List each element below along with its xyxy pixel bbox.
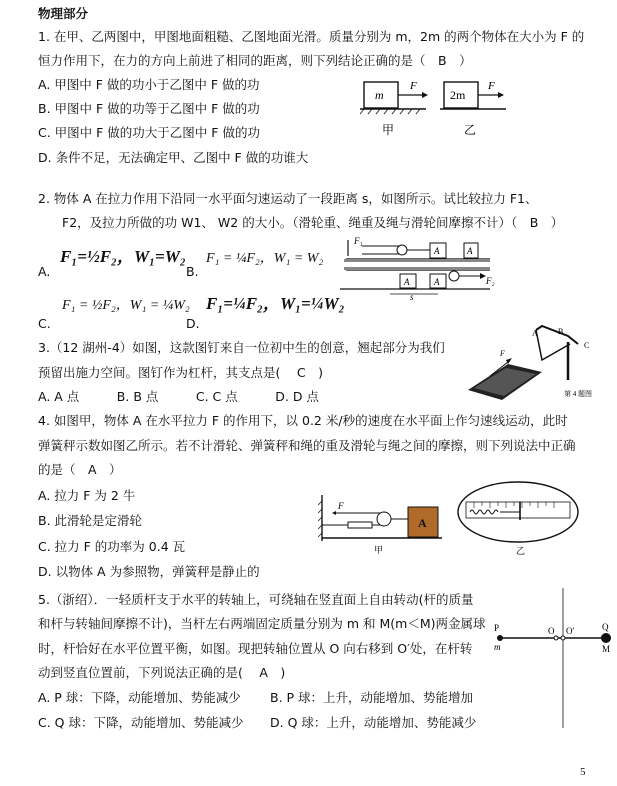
q5-option-c: C. Q 球：下降，动能增加、势能减少 — [38, 715, 244, 730]
q5-option-d: D. Q 球：上升，动能增加、势能减少 — [270, 715, 477, 730]
q4-label-yi: 乙 — [516, 546, 526, 556]
q1-force-label-1: F — [410, 80, 417, 92]
q4-stem-line2: 弹簧秤示数如图乙所示。若不计滑轮、弹簧秤和绳的重及滑轮与绳之间的摩擦，则下列说法中正确 — [38, 438, 576, 453]
q1-box-2m-label: 2m — [450, 88, 466, 102]
q2-option-a-label: A. — [38, 264, 51, 279]
q1-stem-line1: 1. 在甲、乙两图中，甲图地面粗糙、乙图地面光滑。质量分别为 m，2m 的两个物体在大小为 F 的 — [38, 29, 585, 44]
q3-caption: 第 4 题图 — [564, 390, 592, 398]
q3-label-a: A — [532, 329, 538, 338]
q2-option-d-label: D. — [186, 316, 200, 331]
q5-option-a: A. P 球：下降，动能增加、势能减少 — [38, 690, 241, 705]
q3-stem-line2: 预留出施力空间。图钉作为杠杆，其支点是( C ) — [38, 365, 323, 380]
q4-stem-line1: 4. 如图甲，物体 A 在水平拉力 F 的作用下，以 0.2 米/秒的速度在水平面上作匀速线运动，此时 — [38, 413, 568, 428]
q5-stem-line2: 和杆与转轴间摩擦不计)，当杆左右两端固定质量分别为 m 和 M(m＜M)两金属球 — [38, 616, 486, 631]
q2-formula-c: F₁ = ½F₂，W₁ = ¼W₂ — [62, 298, 190, 313]
q5-figure — [492, 588, 612, 728]
q4-box-a-label: A — [418, 516, 427, 530]
q4-option-b: B. 此滑轮是定滑轮 — [38, 513, 143, 528]
q2-option-c-label: C. — [38, 316, 51, 331]
q2-box-a-2-label: A — [467, 246, 473, 256]
q5-label-m: m — [494, 642, 501, 652]
q1-stem-line2: 恒力作用下，在力的方向上前进了相同的距离，则下列结论正确的是（ B ） — [38, 53, 472, 68]
q2-f1-label: F₁ — [354, 236, 363, 246]
q3-label-f: F — [500, 349, 505, 358]
q4-stem-line3: 的是（ A ） — [38, 462, 122, 477]
q5-stem-line4: 动到竖直位置前，下列说法正确的是( A ) — [38, 665, 286, 680]
q1-option-b: B. 甲图中 F 做的功等于乙图中 F 做的功 — [38, 101, 260, 116]
q1-figure — [360, 78, 510, 140]
q4-option-c: C. 拉力 F 的功率为 0.4 瓦 — [38, 539, 186, 554]
q5-option-b: B. P 球：上升，动能增加、势能增加 — [270, 690, 474, 705]
q1-box-m-label: m — [375, 88, 384, 102]
q1-label-yi: 乙 — [464, 123, 477, 137]
page-number: 5 — [580, 766, 586, 778]
q2-stem-line1: 2. 物体 A 在拉力作用下沿同一水平面匀速运动了一段距离 s，如图所示。试比较拉力 F1、 — [38, 191, 538, 206]
q5-ball-q — [601, 633, 611, 643]
q5-label-o-prime: O′ — [566, 626, 575, 636]
q2-box-a-4-label: A — [434, 277, 440, 287]
q2-box-a-3-label: A — [404, 277, 410, 287]
q2-figure — [340, 232, 500, 300]
q5-stem-line1: 5.（浙绍）．一轻质杆支于水平的转轴上，可绕轴在竖直面上自由转动(杆的质量 — [38, 592, 474, 607]
q2-box-a-1-label: A — [434, 246, 440, 256]
q2-s-label: s — [410, 292, 414, 300]
q1-label-jia: 甲 — [382, 123, 395, 137]
q4-pulley — [377, 512, 391, 526]
q4-figure-jia — [318, 495, 444, 555]
q2-formula-d: F₁=¼F₂，W₁=¼W₂ — [206, 294, 345, 313]
q3-options: A. A 点 B. B 点 C. C 点 D. D 点 — [38, 389, 319, 404]
q1-option-c: C. 甲图中 F 做的功大于乙图中 F 做的功 — [38, 125, 260, 140]
q2-f2-label: F₂ — [486, 276, 495, 286]
q3-label-b: B — [558, 327, 564, 336]
q5-label-big-m: M — [602, 644, 611, 654]
q4-option-d: D. 以物体 A 为参照物，弹簧秤是静止的 — [38, 564, 260, 579]
q3-figure — [460, 320, 600, 402]
q1-option-a: A. 甲图中 F 做的功小于乙图中 F 做的功 — [38, 77, 260, 92]
q5-label-o: O — [548, 626, 555, 636]
q5-label-q: Q — [602, 622, 609, 632]
q1-option-d: D. 条件不足，无法确定甲、乙图中 F 做的功谁大 — [38, 150, 309, 165]
q2-formula-a: F₁=½F₂，W₁=W₂ — [60, 247, 186, 266]
q3-stem-line1: 3.（12 湖州-4）如图，这款图钉来自一位初中生的创意，翘起部分为我们 — [38, 340, 445, 355]
q1-force-label-2: F — [488, 80, 495, 92]
q4-force-label: F — [338, 501, 344, 511]
q2-stem-line2: F2，及拉力所做的功 W1、 W2 的大小。（滑轮重、绳重及绳与滑轮间摩擦不计）（ B ） — [62, 215, 564, 230]
q4-spring-scale — [348, 522, 372, 528]
q4-figure-yi — [454, 480, 582, 556]
q5-label-p: P — [494, 623, 500, 633]
section-title: 物理部分 — [38, 6, 89, 21]
q4-label-jia: 甲 — [374, 545, 384, 555]
q3-label-c: C — [584, 341, 590, 350]
q2-formula-b: F₁ = ¼F₂，W₁ = W₂ — [206, 251, 324, 266]
q4-option-a: A. 拉力 F 为 2 牛 — [38, 488, 136, 503]
q5-ball-p — [497, 635, 503, 641]
q2-option-b-label: B. — [186, 264, 199, 279]
q5-stem-line3: 时，杆恰好在水平位置平衡，如图。现把转轴位置从 O 向右移到 O′处，在杆转 — [38, 641, 473, 656]
